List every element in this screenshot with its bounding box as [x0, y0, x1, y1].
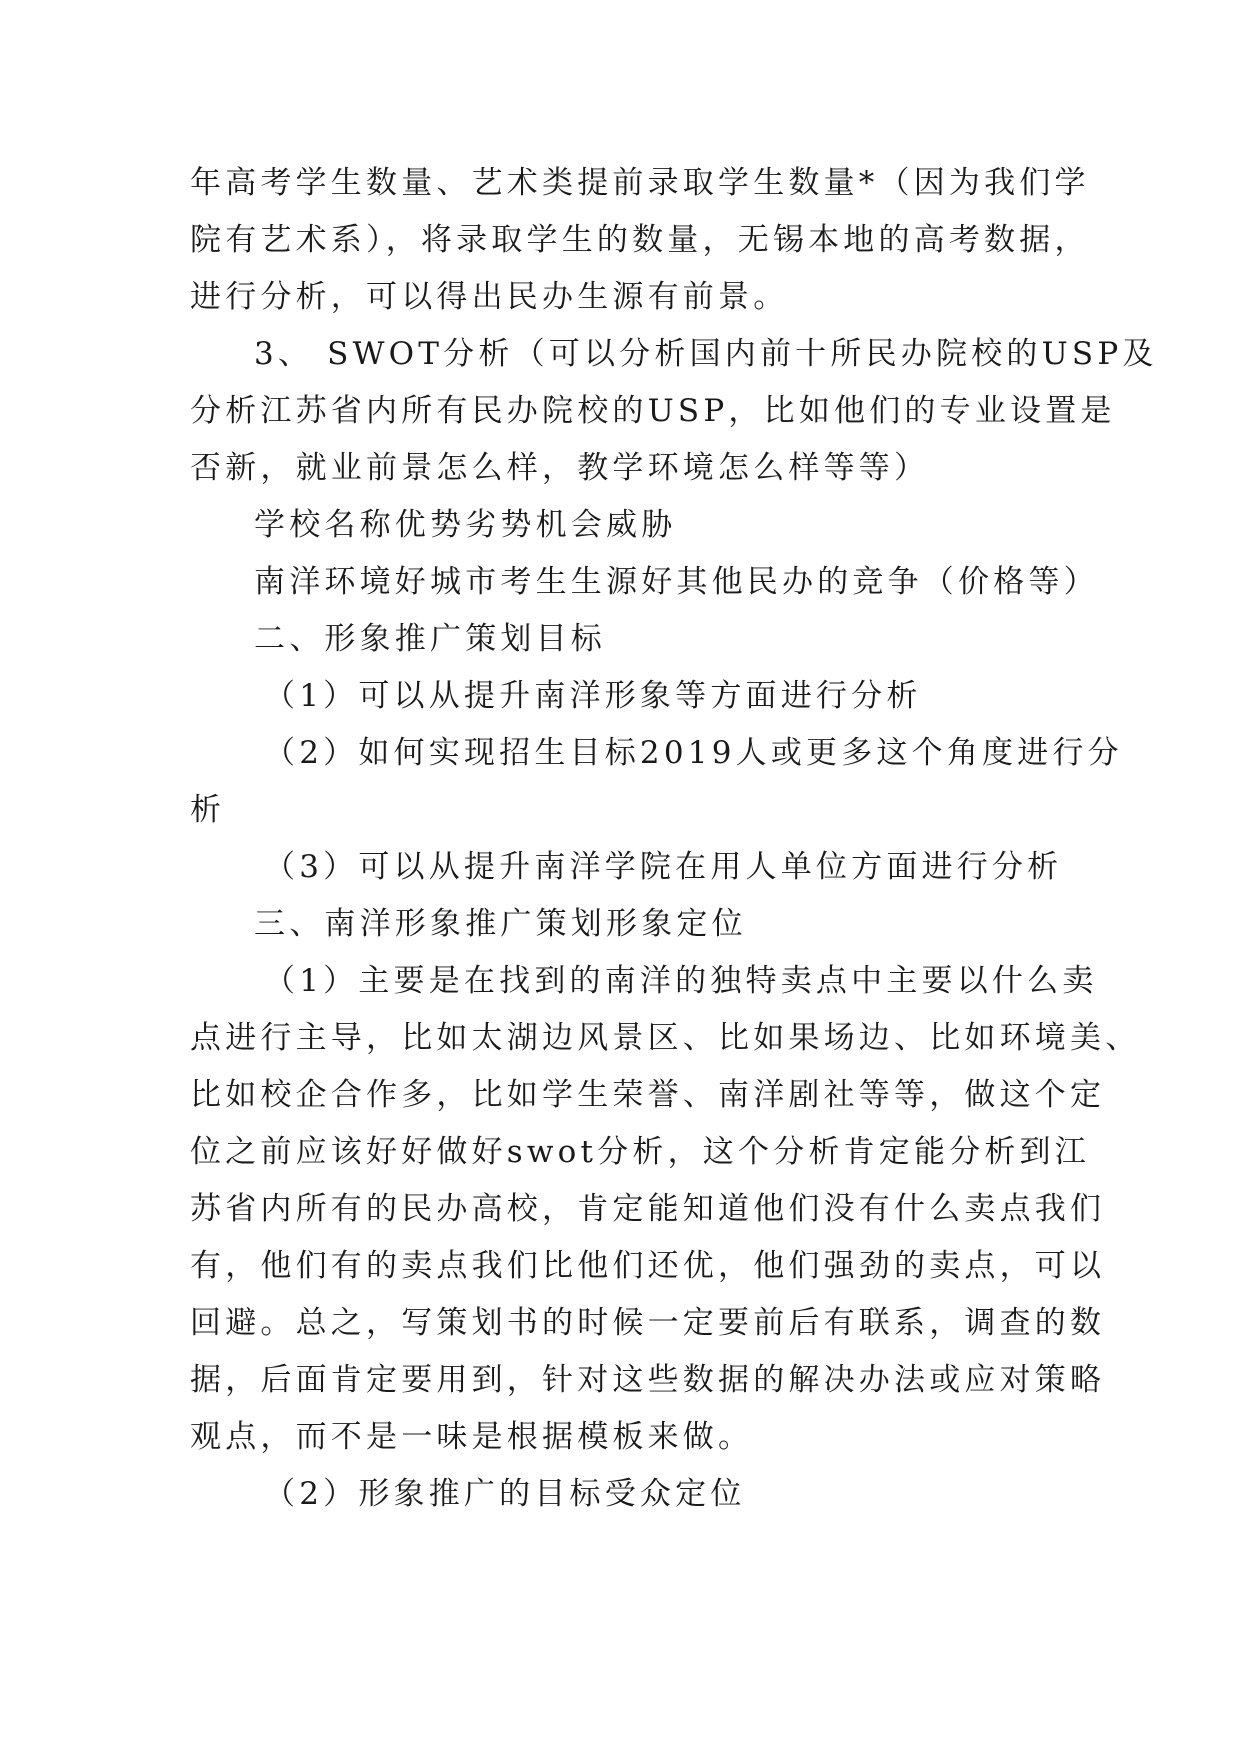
list-item: （2）形象推广的目标受众定位: [264, 1476, 746, 1512]
table-row-line: 南洋环境好城市考生生源好其他民办的竞争（价格等）: [254, 564, 1099, 600]
paragraph-line: 据，后面肯定要用到，针对这些数据的解决办法或应对策略: [190, 1362, 1106, 1398]
paragraph-line: 有，他们有的卖点我们比他们还优，他们强劲的卖点，可以: [190, 1248, 1106, 1284]
paragraph-line: 回避。总之，写策划书的时候一定要前后有联系，调查的数: [190, 1305, 1106, 1341]
section-heading: 3、 SWOT分析（可以分析国内前十所民办院校的USP及: [254, 336, 1158, 372]
paragraph-line: 观点，而不是一味是根据模板来做。: [190, 1419, 754, 1455]
paragraph-line: 位之前应该好好做好swot分析，这个分析肯定能分析到江: [190, 1134, 1090, 1170]
list-item: （2）如何实现招生目标2019人或更多这个角度进行分: [264, 735, 1123, 771]
list-item: （1）可以从提升南洋形象等方面进行分析: [264, 678, 922, 714]
paragraph-line: 分析江苏省内所有民办院校的USP，比如他们的专业设置是: [190, 393, 1116, 429]
paragraph-line: 院有艺术系），将录取学生的数量，无锡本地的高考数据，: [190, 222, 1090, 258]
section-heading: 三、南洋形象推广策划形象定位: [254, 906, 747, 942]
list-item: （3）可以从提升南洋学院在用人单位方面进行分析: [264, 849, 1063, 885]
paragraph-line: 进行分析，可以得出民办生源有前景。: [190, 279, 789, 315]
list-item: （1）主要是在找到的南洋的独特卖点中主要以什么卖: [264, 963, 1098, 999]
paragraph-line: 点进行主导，比如太湖边风景区、比如果场边、比如环境美、: [190, 1020, 1141, 1056]
section-heading: 二、形象推广策划目标: [254, 621, 606, 657]
paragraph-line: 否新，就业前景怎么样，教学环境怎么样等等）: [190, 450, 930, 486]
paragraph-line: 苏省内所有的民办高校，肯定能知道他们没有什么卖点我们: [190, 1191, 1106, 1227]
paragraph-line: 比如校企合作多，比如学生荣誉、南洋剧社等等，做这个定: [190, 1077, 1106, 1113]
table-header-line: 学校名称优势劣势机会威胁: [254, 507, 677, 543]
paragraph-line: 析: [190, 792, 226, 828]
paragraph-line: 年高考学生数量、艺术类提前录取学生数量*（因为我们学: [190, 165, 1090, 201]
